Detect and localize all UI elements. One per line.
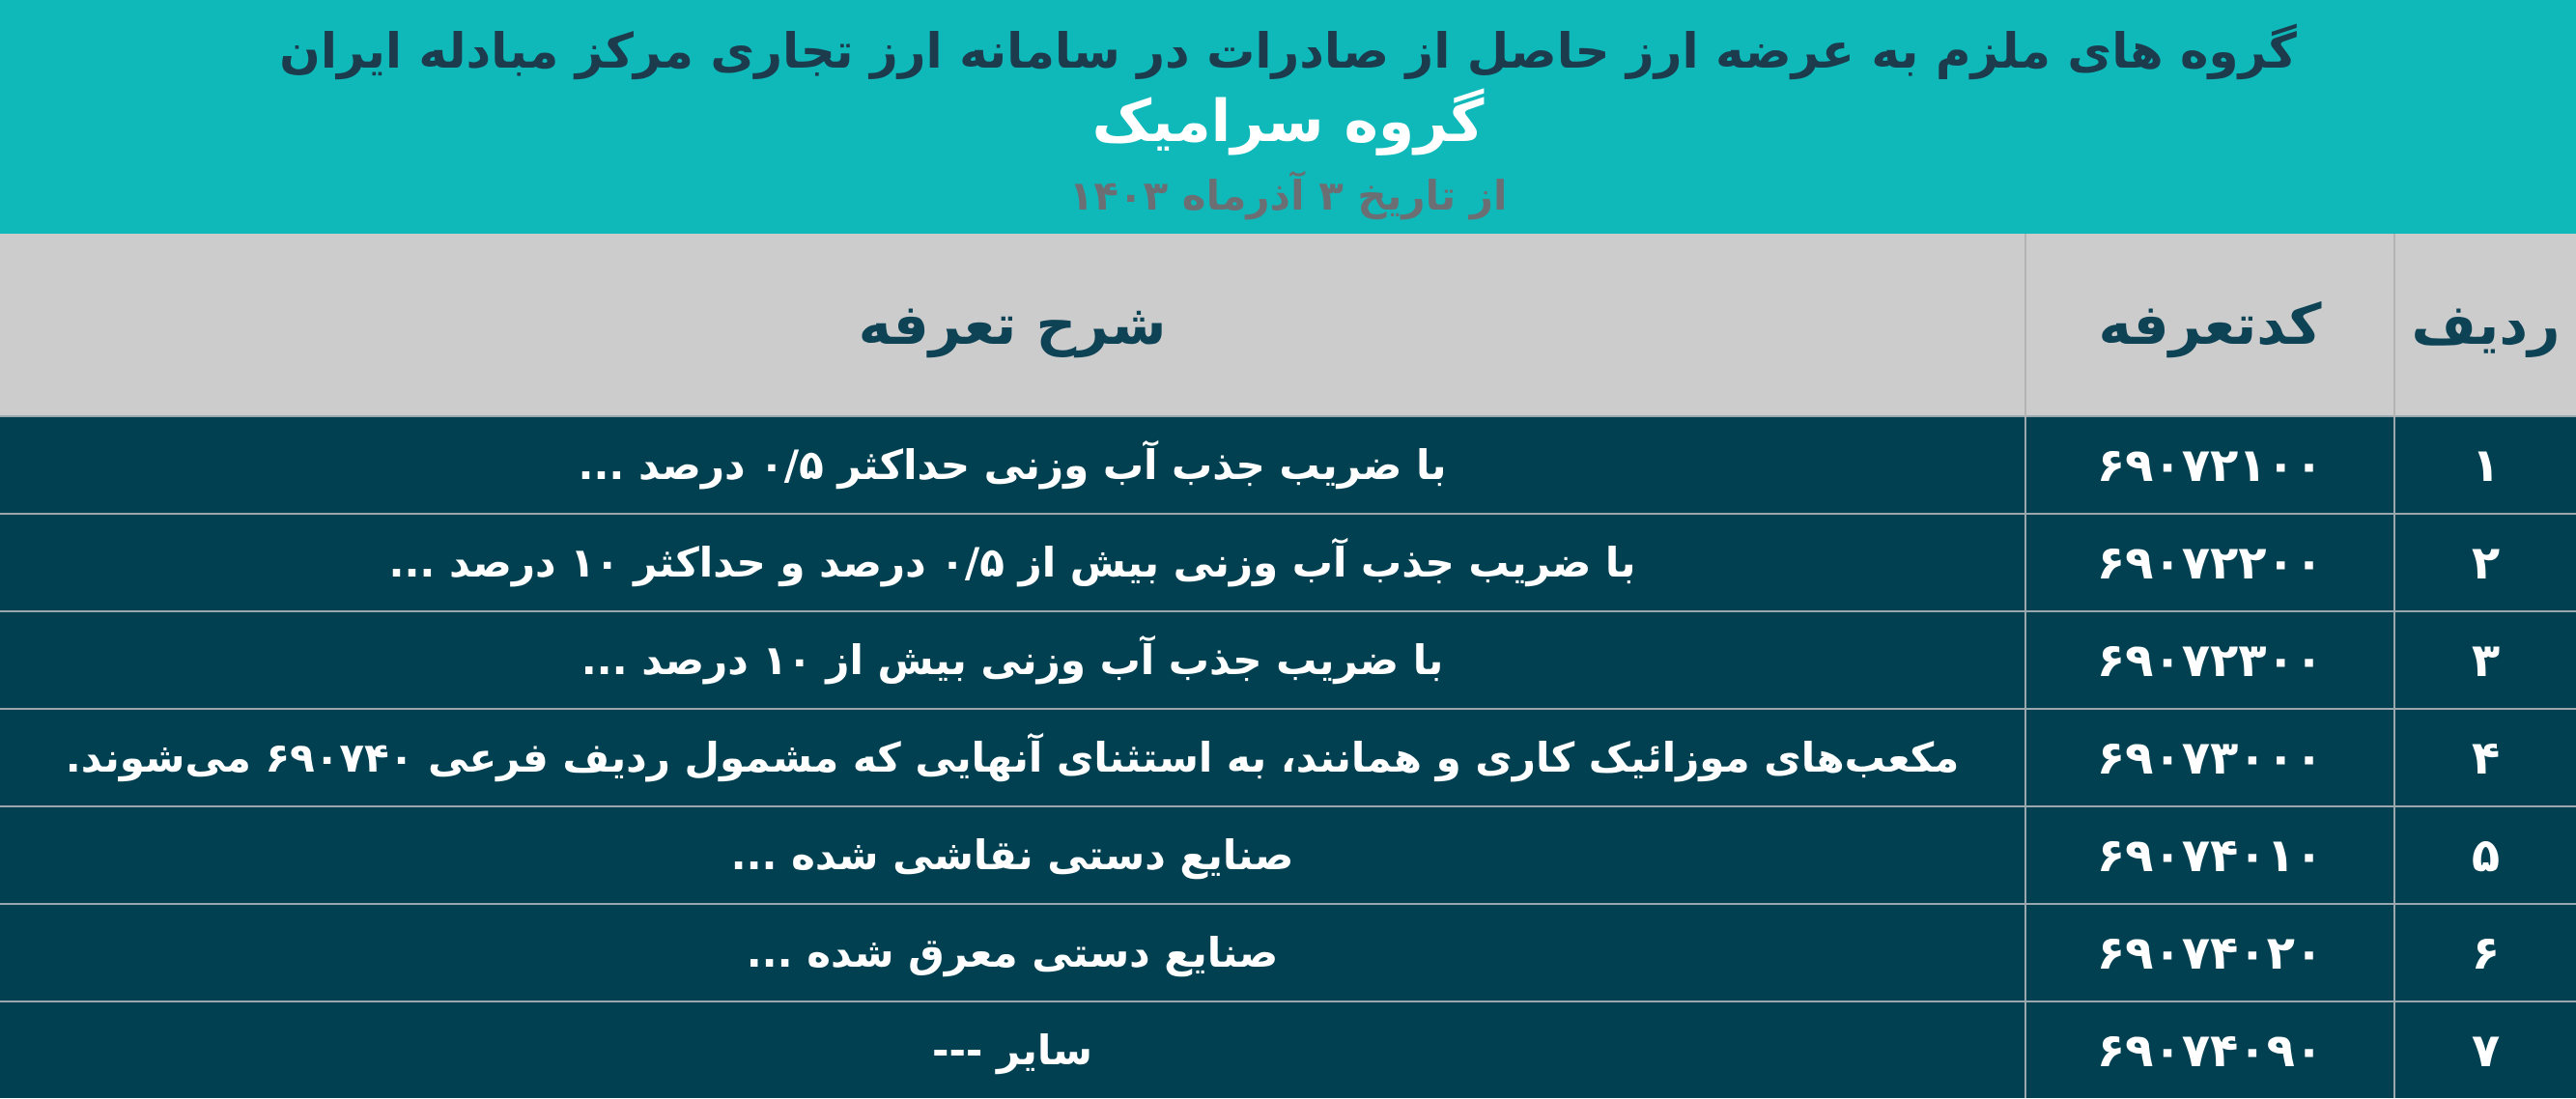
description-cell: با ضریب جذب آب وزنی حداکثر ۰/۵ درصد ...: [0, 416, 2025, 514]
effective-date: از تاریخ ۳ آذرماه ۱۴۰۳: [1068, 172, 1508, 219]
description-cell: با ضریب جذب آب وزنی بیش از ۱۰ درصد ...: [0, 611, 2025, 709]
table-row: [0, 416, 2576, 514]
table-row: [0, 806, 2576, 904]
tariff-code-cell: ۶۹۰۷۲۲۰۰: [2025, 514, 2394, 611]
description-cell: سایر ---: [0, 1001, 2025, 1098]
row-number-cell: ۷: [2394, 1001, 2576, 1098]
table-row: [0, 514, 2576, 611]
tariff-code-cell: ۶۹۰۷۴۰۲۰: [2025, 904, 2394, 1001]
row-number-cell: ۶: [2394, 904, 2576, 1001]
table-row: [0, 709, 2576, 806]
tariff-code-cell: ۶۹۰۷۴۰۱۰: [2025, 806, 2394, 904]
description-cell: صنایع دستی معرق شده ...: [0, 904, 2025, 1001]
table-row: [0, 1001, 2576, 1098]
tariff-code-cell: ۶۹۰۷۴۰۹۰: [2025, 1001, 2394, 1098]
group-subtitle: گروه سرامیک: [1091, 88, 1485, 155]
table-header-row: [0, 234, 2576, 416]
row-number-cell: ۴: [2394, 709, 2576, 806]
table-row: [0, 904, 2576, 1001]
column-header-tariff-code: کدتعرفه: [2025, 234, 2394, 416]
description-cell: صنایع دستی نقاشی شده ...: [0, 806, 2025, 904]
row-number-cell: ۱: [2394, 416, 2576, 514]
description-cell: مکعب‌های موزائیک کاری و همانند، به استثنای آنهایی که مشمول ردیف فرعی ۶۹۰۷۴۰ می‌شوند.: [0, 709, 2025, 806]
column-header-row-number: ردیف: [2394, 234, 2576, 416]
table-row: [0, 611, 2576, 709]
row-number-cell: ۵: [2394, 806, 2576, 904]
tariff-table: [0, 234, 2576, 1098]
page-title: گروه های ملزم به عرضه ارز حاصل از صادرات در سامانه ارز تجاری مرکز مبادله ایران: [279, 23, 2297, 79]
description-cell: با ضریب جذب آب وزنی بیش از ۰/۵ درصد و حداکثر ۱۰ درصد ...: [0, 514, 2025, 611]
row-number-cell: ۲: [2394, 514, 2576, 611]
tariff-code-cell: ۶۹۰۷۲۱۰۰: [2025, 416, 2394, 514]
tariff-code-cell: ۶۹۰۷۲۳۰۰: [2025, 611, 2394, 709]
tariff-code-cell: ۶۹۰۷۳۰۰۰: [2025, 709, 2394, 806]
page-header: [0, 0, 2576, 234]
row-number-cell: ۳: [2394, 611, 2576, 709]
column-header-description: شرح تعرفه: [0, 234, 2025, 416]
